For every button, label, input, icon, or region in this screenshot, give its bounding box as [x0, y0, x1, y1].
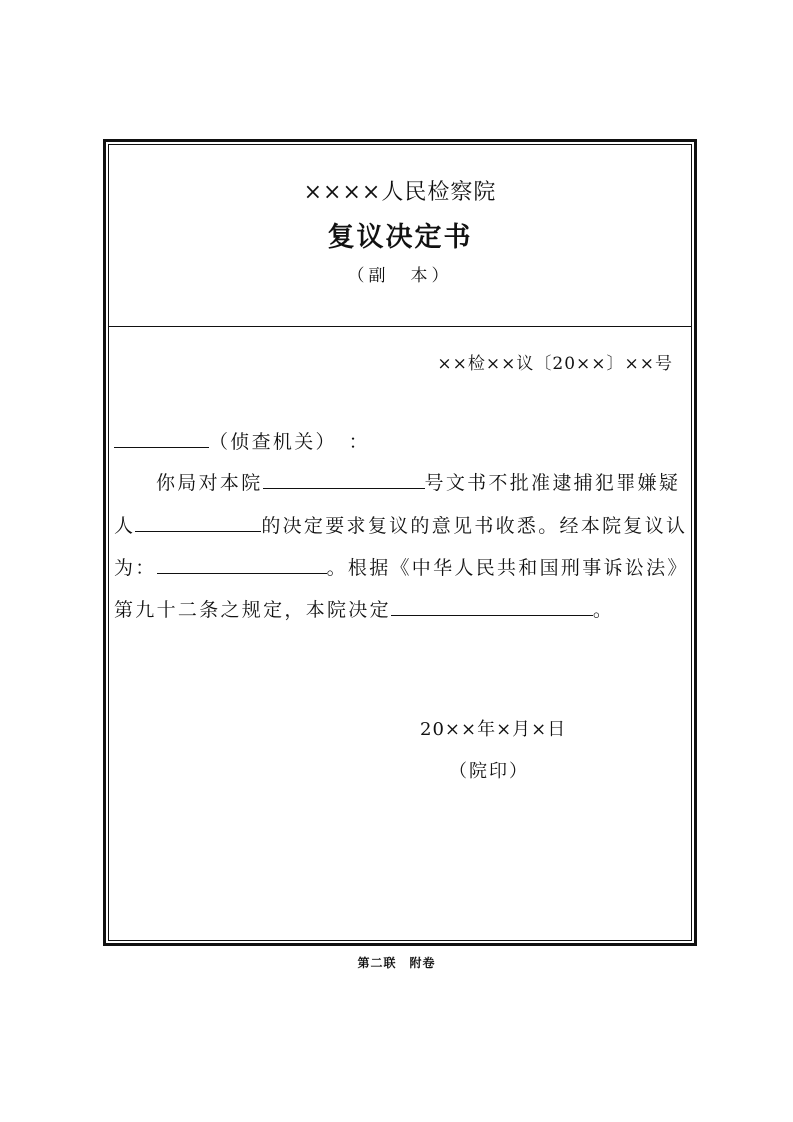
body-line-1 — [156, 468, 680, 498]
line4-prefix: 第九十二条之规定，本院决定 — [114, 599, 391, 621]
line3-suffix: 。根据《中华人民共和国刑事诉讼法》 — [326, 557, 689, 579]
copy-label: （副 本） — [347, 266, 453, 286]
body-line-2 — [114, 511, 687, 541]
court-seal-label: （院印） — [449, 761, 529, 782]
review-opinion-blank[interactable] — [157, 553, 327, 574]
document-title: 复议决定书 — [327, 222, 473, 253]
addressee-blank[interactable] — [114, 427, 209, 448]
line4-suffix: 。 — [592, 599, 615, 621]
line2-prefix: 人 — [114, 515, 136, 537]
body-line-3 — [114, 553, 689, 583]
body-line-4 — [114, 595, 614, 625]
organization-name: ××××人民检察院 — [303, 180, 497, 205]
suspect-name-blank[interactable] — [135, 511, 261, 532]
signature-date: 20××年×月×日 — [420, 719, 567, 740]
header-divider — [109, 326, 691, 327]
addressee-line — [114, 427, 370, 457]
document-number: ××检××议〔20××〕××号 — [437, 354, 673, 374]
footer-label: 第二联 附卷 — [357, 956, 436, 970]
line3-prefix: 为： — [114, 557, 157, 579]
document-number-blank[interactable] — [263, 468, 425, 489]
document-inner-border — [108, 144, 692, 941]
document-frame — [103, 139, 697, 946]
line1-suffix: 号文书不批准逮捕犯罪嫌疑 — [424, 472, 681, 494]
decision-blank[interactable] — [391, 595, 593, 616]
line2-suffix: 的决定要求复议的意见书收悉。经本院复议认 — [261, 515, 688, 537]
line1-prefix: 你局对本院 — [156, 472, 263, 494]
addressee-suffix: （侦查机关） ： — [209, 431, 370, 453]
